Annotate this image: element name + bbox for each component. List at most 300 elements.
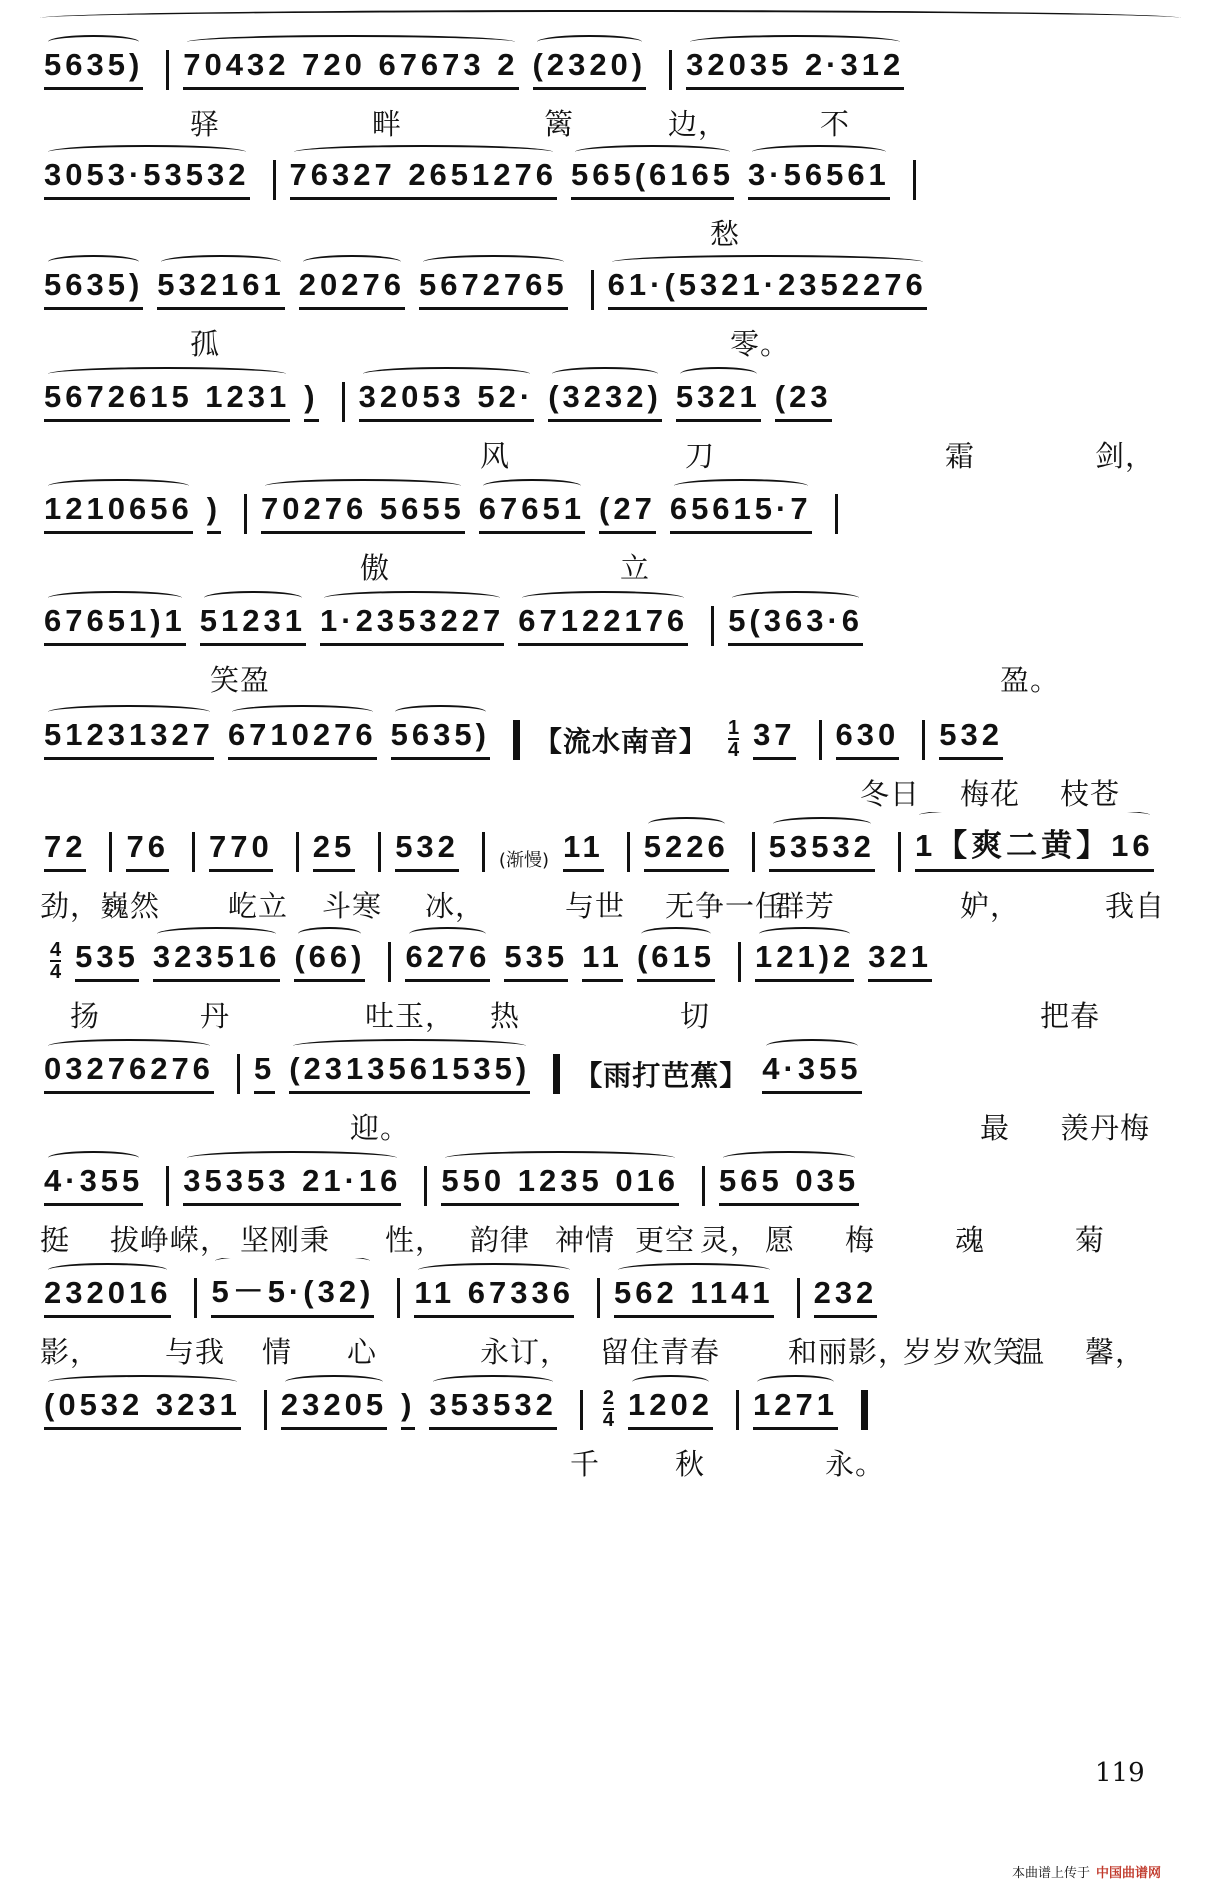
note-digits: 535 (504, 939, 569, 974)
lyric-word: 孤 (190, 327, 221, 361)
note-group (608, 267, 927, 310)
note-group (126, 829, 168, 872)
lyric-word: 热 (490, 999, 521, 1033)
lyric-word: 秋 (675, 1447, 706, 1481)
note-group (753, 1387, 838, 1430)
slur-mark (522, 591, 684, 605)
note-digits: 232 (813, 1275, 878, 1310)
slur-mark (48, 1151, 139, 1165)
note-group (209, 829, 273, 872)
note-group (518, 603, 688, 646)
note-digits: 25 (312, 829, 356, 864)
note-group (228, 717, 377, 760)
note-digits: 5226 (643, 829, 729, 864)
note-group (44, 157, 250, 200)
time-signature-bottom: 4 (602, 1409, 614, 1430)
note-group (183, 1163, 401, 1206)
note-group (719, 1163, 859, 1206)
barline (580, 1390, 583, 1430)
time-signature-bottom: 4 (50, 961, 62, 982)
note-digits: 6276 (405, 939, 491, 974)
note-group (304, 379, 318, 422)
note-digits: 3·56561 (748, 157, 890, 192)
slur-mark (632, 1375, 709, 1389)
slur-mark (418, 1263, 570, 1277)
slur-mark (48, 479, 189, 493)
notation-line (44, 362, 1181, 422)
note-group (44, 47, 143, 90)
note-digits: 532 (395, 829, 459, 864)
slur-mark (766, 1039, 857, 1053)
lyric-word: 坚刚秉 (240, 1223, 331, 1257)
note-digits: 61·(5321·2352276 (607, 267, 927, 302)
note-group (44, 1051, 214, 1094)
notation-line (44, 474, 1181, 534)
note-group (391, 717, 490, 760)
slur-mark (187, 1151, 397, 1165)
note-digits: 5672615 1231 (44, 379, 291, 414)
barline (378, 832, 381, 872)
note-group (644, 829, 729, 872)
slur-mark (363, 367, 531, 381)
notation-line (44, 140, 1181, 200)
slur-mark (919, 812, 1150, 822)
note-group (44, 1275, 171, 1318)
slur-mark (757, 1375, 834, 1389)
lyric-word: 风 (480, 439, 511, 473)
lyric-word: 冰， (425, 889, 486, 923)
note-digits: 1271 (752, 1387, 838, 1422)
lyric-word: 魂 (955, 1223, 986, 1257)
notation-line (44, 1146, 1181, 1206)
note-digits: 76327 2651276 (289, 157, 558, 192)
note-group (261, 491, 465, 534)
double-barline (861, 1390, 868, 1430)
note-digits: 70276 5655 (261, 491, 465, 526)
note-group (429, 1387, 556, 1430)
note-digits: 11 67336 (414, 1275, 574, 1310)
note-group (599, 491, 656, 534)
lyric-word: 千 (570, 1447, 601, 1481)
lyrics-line (0, 658, 1211, 704)
barline (738, 942, 741, 982)
note-digits: 11 (582, 939, 623, 974)
slur-mark (752, 145, 886, 159)
note-group (414, 1275, 574, 1318)
lyric-word: 愁 (710, 217, 741, 251)
note-digits: 70432 720 67673 2 (183, 47, 519, 82)
note-group (281, 1387, 387, 1430)
lyric-word: 梅花 (960, 777, 1021, 811)
slur-mark (537, 35, 643, 49)
note-digits: (2313561535) (289, 1051, 531, 1086)
note-digits: 232016 (44, 1275, 172, 1310)
note-digits: 11 (562, 829, 604, 864)
lyric-word: 群芳 (775, 889, 836, 923)
lyric-word: 屹立 (228, 889, 289, 923)
note-digits: 353532 (429, 1387, 557, 1422)
note-digits: 532 (939, 717, 1004, 752)
note-digits: (0532 3231 (44, 1387, 241, 1422)
note-digits: 1202 (628, 1387, 713, 1422)
note-group (401, 1387, 415, 1430)
lyric-word: 篱 (544, 107, 575, 141)
lyric-word: 影， (40, 1335, 101, 1369)
slur-mark (445, 1151, 675, 1165)
note-group (939, 717, 1003, 760)
time-signature-top: 4 (50, 939, 62, 961)
barline (752, 832, 755, 872)
barline (424, 1166, 427, 1206)
note-digits: 03276276 (44, 1051, 214, 1086)
time-signature (603, 1388, 614, 1430)
notation-line (44, 922, 1181, 982)
footer (1012, 1862, 1161, 1881)
barline (166, 1166, 169, 1206)
note-digits: 53532 (768, 829, 875, 864)
note-digits: 565 035 (719, 1163, 860, 1198)
barline (591, 270, 594, 310)
barline (736, 1390, 739, 1430)
barline (388, 942, 391, 982)
note-group (294, 939, 365, 982)
note-group (670, 491, 812, 534)
lyric-word: 斗寒 (322, 889, 383, 923)
lyric-word: 岁岁欢笑 (903, 1335, 1024, 1369)
note-group (290, 157, 558, 200)
barline (273, 160, 276, 200)
barline (922, 720, 925, 760)
slur-mark (648, 817, 725, 831)
lyric-word: 扬 (70, 999, 101, 1033)
note-group (441, 1163, 679, 1206)
notation-line (44, 586, 1181, 646)
note-group (479, 491, 585, 534)
notation-line (44, 250, 1181, 310)
note-digits: 1【爽二黄】16 (914, 828, 1154, 863)
lyric-word: 驿 (190, 107, 221, 141)
slur-mark (618, 1263, 770, 1277)
time-signature-top: 1 (727, 717, 740, 739)
note-group (200, 603, 306, 646)
note-digits: 67651)1 (44, 603, 186, 638)
lyric-word: 傲 (360, 551, 391, 585)
note-group (769, 829, 875, 872)
slur-mark (552, 367, 658, 381)
slur-mark (48, 35, 139, 49)
slur-mark (433, 1375, 552, 1389)
note-digits: 321 (868, 939, 933, 974)
note-group (254, 1051, 275, 1094)
slur-mark (48, 705, 210, 719)
barline (627, 832, 630, 872)
lyric-word: 愿 (765, 1223, 796, 1257)
note-group (686, 47, 904, 90)
lyric-word: 盈。 (1000, 663, 1061, 697)
notation-line (44, 1370, 1181, 1430)
note-digits: 565(6165 (571, 157, 735, 192)
note-group (836, 717, 900, 760)
note-digits: 323516 (152, 939, 281, 974)
lyric-word: 永。 (825, 1447, 886, 1481)
notation-line (44, 1034, 1181, 1094)
note-digits: 20276 (298, 267, 405, 302)
lyric-word: 情 (262, 1335, 293, 1369)
slur-mark (324, 591, 500, 605)
note-group (637, 939, 715, 982)
note-group (183, 47, 518, 90)
note-digits: 37 (753, 717, 796, 752)
note-group (548, 379, 662, 422)
note-group (320, 603, 504, 646)
note-digits: 770 (208, 829, 273, 864)
note-digits: 35353 21·16 (183, 1163, 402, 1198)
slur-mark (48, 1263, 167, 1277)
lyric-word: 边， (668, 107, 729, 141)
notation-line (44, 812, 1181, 872)
note-group (289, 1051, 530, 1094)
slur-mark (759, 927, 850, 941)
slur-mark (395, 705, 486, 719)
lyric-word: 灵， (700, 1223, 761, 1257)
lyric-word: 挺 (40, 1223, 71, 1257)
double-barline (553, 1054, 560, 1094)
lyric-word: 和丽影， (788, 1335, 909, 1369)
note-digits: 532161 (157, 267, 285, 302)
barline (597, 1278, 600, 1318)
lyric-word: 畔 (372, 107, 403, 141)
time-signature-top: 2 (602, 1387, 614, 1409)
slur-mark (48, 1039, 210, 1053)
slur-mark (48, 591, 182, 605)
barline (244, 494, 247, 534)
note-group (153, 939, 280, 982)
slur-mark (48, 367, 286, 381)
note-digits: 4·355 (44, 1163, 144, 1198)
section-marker: 【雨打芭蕉】 (574, 1059, 749, 1092)
note-group (44, 1163, 143, 1206)
barline (166, 50, 169, 90)
slur-mark (187, 35, 514, 49)
note-digits: 32035 2·312 (686, 47, 905, 82)
note-group (44, 717, 214, 760)
slur-mark (48, 145, 246, 159)
tempo-marking: (渐慢) (498, 850, 549, 871)
note-digits: 72 (44, 829, 87, 864)
note-digits: 121)2 (754, 939, 855, 974)
slur-mark (483, 479, 581, 493)
lyric-word: 心 (347, 1335, 378, 1369)
slur-mark (215, 1258, 370, 1268)
slur-mark (157, 927, 276, 941)
note-group (44, 603, 186, 646)
note-digits: 535 (75, 939, 139, 974)
barline (835, 494, 838, 534)
barline (711, 606, 714, 646)
note-digits: 6710276 (227, 717, 377, 752)
note-group (868, 939, 932, 982)
time-signature (728, 718, 739, 760)
note-group (207, 491, 221, 534)
note-group (419, 267, 568, 310)
note-digits: 67651 (478, 491, 586, 526)
note-group (755, 939, 854, 982)
lyric-word: 剑， (1095, 439, 1156, 473)
lyric-word: 留住青春 (600, 1335, 721, 1369)
lyric-word: 丹 (200, 999, 231, 1033)
lyrics-line (0, 1442, 1211, 1488)
slur-mark (232, 705, 373, 719)
note-digits: 5－5·(32) (211, 1274, 375, 1309)
note-digits: 51231327 (44, 717, 214, 752)
note-digits: (2320) (532, 47, 647, 82)
note-digits: 5635) (390, 717, 490, 752)
barline (192, 832, 195, 872)
lyric-word: 笑盈 (210, 663, 271, 697)
note-digits: 5672765 (418, 267, 568, 302)
note-digits: (27 (599, 491, 656, 526)
barline (342, 382, 345, 422)
lyric-word: 劲， (40, 889, 101, 923)
note-digits: 67122176 (518, 603, 689, 638)
lyric-word: 与世 (565, 889, 626, 923)
slur-mark (161, 255, 280, 269)
note-digits: 562 1141 (613, 1275, 774, 1310)
notation-line (44, 30, 1181, 90)
notation-line (44, 1258, 1181, 1318)
note-group (728, 603, 863, 646)
barline (237, 1054, 240, 1094)
slur-mark (723, 1151, 855, 1165)
lyric-word: 馨， (1085, 1335, 1146, 1369)
lyric-word: 不 (820, 107, 851, 141)
barline (397, 1278, 400, 1318)
lyric-word: 枝苍 (1060, 777, 1121, 811)
footer-site: 中国曲谱网 (1096, 1866, 1162, 1881)
slur-mark (680, 367, 757, 381)
slur-mark (409, 927, 486, 941)
note-group (211, 1266, 374, 1318)
note-group (359, 379, 535, 422)
slur-mark (303, 255, 401, 269)
note-group (313, 829, 355, 872)
note-digits: ) (206, 491, 222, 526)
note-group (814, 1275, 878, 1318)
slur-mark (293, 1039, 526, 1053)
note-digits: ) (304, 379, 319, 414)
barline (669, 50, 672, 90)
lyric-word: 羡丹梅 (1060, 1111, 1151, 1145)
lyric-word: 永订， (480, 1335, 571, 1369)
barline (797, 1278, 800, 1318)
barline (296, 832, 299, 872)
barline (482, 832, 485, 872)
note-digits: 5 (253, 1051, 276, 1086)
barline (264, 1390, 267, 1430)
note-group (915, 820, 1154, 872)
lyric-word: 无争一任 (665, 889, 786, 923)
slur-mark (294, 145, 554, 159)
note-group (44, 379, 290, 422)
note-digits: 5(363·6 (728, 603, 864, 638)
note-group (614, 1275, 774, 1318)
slur-mark (48, 1375, 237, 1389)
note-group (44, 267, 143, 310)
lyric-word: 切 (680, 999, 711, 1033)
note-digits: 5635) (44, 47, 144, 82)
slur-mark (575, 145, 730, 159)
lyric-word: 把春 (1040, 999, 1101, 1033)
double-barline (513, 720, 520, 760)
note-group (533, 47, 647, 90)
lyric-word: 迎。 (350, 1111, 411, 1145)
barline (194, 1278, 197, 1318)
note-group (157, 267, 284, 310)
top-slur (40, 10, 1181, 26)
lyric-word: 刀 (685, 439, 716, 473)
note-digits: 76 (126, 829, 169, 864)
barline (702, 1166, 705, 1206)
note-group (75, 939, 139, 982)
note-digits: (66) (294, 939, 366, 974)
barline (109, 832, 112, 872)
lyric-word: 更空 (635, 1223, 696, 1257)
slur-mark (423, 255, 564, 269)
lyric-word: 最 (980, 1111, 1011, 1145)
lyric-word: 妒， (960, 889, 1021, 923)
slur-mark (773, 817, 871, 831)
lyric-word: 性， (385, 1223, 446, 1257)
barline (898, 832, 901, 872)
note-group (44, 491, 193, 534)
note-digits: 3053·53532 (44, 157, 250, 192)
slur-mark (732, 591, 859, 605)
lyric-word: 零。 (730, 327, 791, 361)
note-group (395, 829, 459, 872)
lyric-word: 韵律 (470, 1223, 531, 1257)
note-group (775, 379, 832, 422)
note-digits: 630 (835, 717, 900, 752)
lyric-word: 温 (1015, 1335, 1046, 1369)
note-group (582, 939, 623, 982)
note-digits: 23205 (280, 1387, 388, 1422)
note-group (44, 829, 86, 872)
time-signature (50, 940, 61, 982)
notation-line (44, 700, 1181, 760)
note-group (563, 829, 604, 872)
note-digits: 4·355 (762, 1051, 862, 1086)
lyric-word: 吐玉， (365, 999, 456, 1033)
lyric-word: 我自 (1105, 889, 1166, 923)
slur-mark (690, 35, 900, 49)
slur-mark (265, 479, 461, 493)
note-group (571, 157, 734, 200)
lyric-word: 与我 (165, 1335, 226, 1369)
slur-mark (204, 591, 302, 605)
note-digits: 5321 (675, 379, 761, 414)
lyric-word: 冬日 (860, 777, 921, 811)
note-digits: (23 (774, 379, 832, 414)
note-digits: 550 1235 016 (441, 1163, 680, 1198)
lyric-word: 神情 (555, 1223, 616, 1257)
lyric-word: 霜 (945, 439, 976, 473)
slur-mark (48, 255, 139, 269)
note-group (628, 1387, 713, 1430)
lyric-word: 梅 (845, 1223, 876, 1257)
note-group (504, 939, 568, 982)
note-group (299, 267, 405, 310)
lyric-word: 拔峥嵘， (110, 1223, 231, 1257)
